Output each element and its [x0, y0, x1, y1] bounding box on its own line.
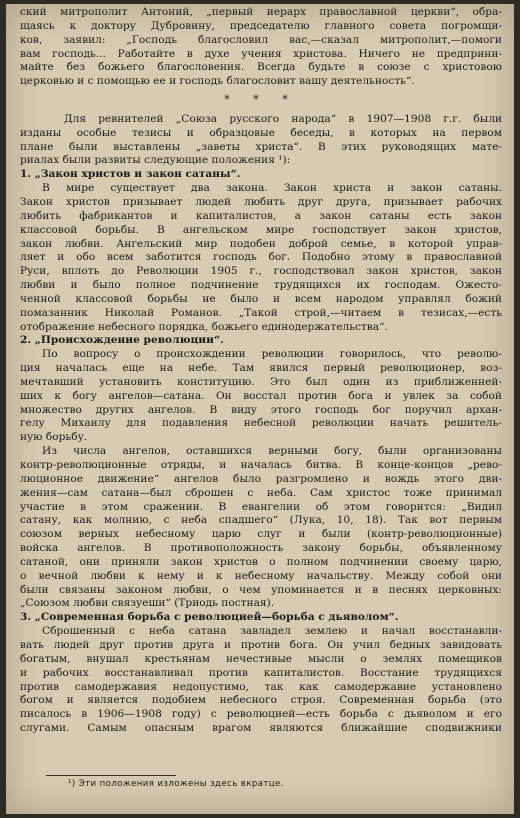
- text-line: писалось в 1906—1908 году) с революцией—есть борьба с дьяволом и его: [20, 708, 502, 721]
- page-text: [20, 6, 502, 736]
- text-line: риалах были развиты следующие положения ¹):: [20, 154, 291, 167]
- intro-paragraph: [20, 113, 502, 168]
- text-line: закон любви. Ангельский мир подобен доброй семье, в которой управ-: [20, 237, 502, 250]
- text-line: союзом верных небесному царю слуг и были (контр-революционные): [20, 528, 502, 541]
- section-2-paragraph: [20, 348, 502, 445]
- text-line: участие в этом сражении. В евангелии об этом говорится: „Видил: [20, 500, 502, 513]
- text-line: Из числа ангелов, оставшихся верными богу, были организованы: [42, 445, 502, 458]
- text-line: богатым, внушал крестьянам нечестивые мысли о землях помещиков: [20, 652, 502, 665]
- footnote: ¹) Эти положения изложены здесь вкратце.: [68, 779, 284, 789]
- text-line: ков, заявил: „Господь благословил вас,—сказал митрополит,—помоги: [20, 33, 502, 46]
- text-line: „Союзом любви связуеши“ (Триодь постная).: [20, 597, 275, 610]
- text-line: ский митрополит Антоний, „первый иерарх православной церкви“, обра-: [20, 6, 502, 18]
- section-1-heading: 1. „Закон христов и закон сатаны“.: [20, 168, 241, 181]
- text-line: и рабочих восстанавливал против капиталистов. Восстание трудящихся: [20, 666, 502, 679]
- text-line: гелу Михаилу для подавления небесной революции начать решитель-: [20, 417, 502, 430]
- text-line: Сброшенный с неба сатана завладел землею и начал восстанавли-: [42, 625, 502, 638]
- text-line: любви и было полное подчинение трудящихся их господам. Ожесто-: [20, 279, 502, 292]
- section-1-paragraph: [20, 182, 502, 334]
- text-line: о вечной любви к нему и к небесному начальству. Между собой они: [20, 569, 502, 582]
- text-line: люционное движение“ ангелов было разгромлено и вождь этого дви-: [20, 472, 502, 485]
- text-line: классовой борьбы. В ангельском мире господствует закон христов,: [20, 223, 502, 236]
- section-3-heading: 3. „Современная борьба с революцией—борьба с дьяволом“.: [20, 611, 399, 624]
- text-line: богом и является подобием небесного строя. Современная борьба (это: [20, 694, 502, 707]
- text-line: ную борьбу.: [20, 431, 88, 444]
- section-3-paragraph: [20, 625, 502, 736]
- text-line: помазанник Николай Романов. „Такой строй,—читаем в тезисах,—есть: [20, 306, 502, 319]
- text-line: щаясь к доктору Дубровину, председателю главного совета погромщи-: [20, 19, 502, 32]
- text-line: отображение небесного порядка, божьего единодержательства“.: [20, 320, 388, 333]
- text-line: Для ревнителей „Союза русского народа“ в 1907—1908 г.г. были: [64, 112, 502, 125]
- text-line: церковью и с помощью ее и господь благословит вашу деятельность“.: [20, 75, 415, 88]
- text-line: войска ангелов. В противоположность закону борьбы, объявленному: [20, 542, 502, 555]
- text-line: Закон христов призывает людей любить друг друга, призывает рабочих: [20, 195, 502, 208]
- text-line: По вопросу о происхождении революции говорилось, что револю-: [42, 348, 502, 361]
- text-line: сатану, как молнию, с неба спадшего“ (Лука, 10, 18). Так вот первым: [20, 514, 502, 527]
- text-line: сатаной, они приняли закон христов о полном подчинении своему царю,: [20, 555, 502, 568]
- text-line: Руси, вплоть до Революции 1905 г., господствовал закон христов, закон: [20, 265, 502, 278]
- text-line: изданы особые тезисы и образцовые беседы, в которых на первом: [20, 126, 502, 139]
- text-line: ляет и обо всем заботится господь бог. Подобно этому в православной: [20, 251, 502, 264]
- footnote-divider: [46, 775, 176, 776]
- text-line: ция началась еще на небе. Там явился первый революционер, воз-: [20, 362, 502, 375]
- text-line: были связаны законом любви, о чем упоминается и в песнях церковных:: [20, 583, 502, 596]
- text-line: жения—сам сатана—был сброшен с неба. Сам христос тоже принимал: [20, 486, 502, 499]
- book-page: [6, 4, 514, 814]
- top-paragraph: [20, 6, 502, 89]
- section-2-paragraph-b: [20, 445, 502, 611]
- text-line: ших к богу ангелов—сатана. Он восстал против бога и увлек за собой: [20, 389, 502, 402]
- text-line: против самодержавия недопустимо, так как самодержавие установлено: [20, 680, 502, 693]
- text-line: майте без божьего благословения. Всегда будьте в союзе с христовою: [20, 61, 502, 74]
- section-separator: * * *: [224, 93, 298, 107]
- text-line: ченной классовой борьбы не было и всем народом управлял божий: [20, 292, 502, 305]
- text-line: вать людей друг против друга и против бога. Он учил бедных завидовать: [20, 638, 502, 651]
- text-line: В мире существует два закона. Закон христа и закон сатаны.: [42, 182, 502, 195]
- text-line: любить фабрикантов и капиталистов, а закон сатаны есть закон: [20, 209, 502, 222]
- section-2-heading: 2. „Происхождение революции“.: [20, 334, 224, 347]
- text-line: множество других ангелов. В виду этого господь бог поручил архан-: [20, 403, 502, 416]
- text-line: мечтавший установить конституцию. Это был один из приближенней-: [20, 375, 502, 388]
- text-line: контр-революционные отряды, и началась битва. В конце-концов „рево-: [20, 459, 502, 471]
- text-line: вам господь... Работайте в духе учения христова. Ничего не предприни-: [20, 47, 502, 60]
- text-line: слугами. Самым опасным врагом являются ближайшие сподвижники: [20, 722, 502, 735]
- text-line: плане были выставлены „заветы христа“. В этих руководящих мате-: [20, 140, 502, 153]
